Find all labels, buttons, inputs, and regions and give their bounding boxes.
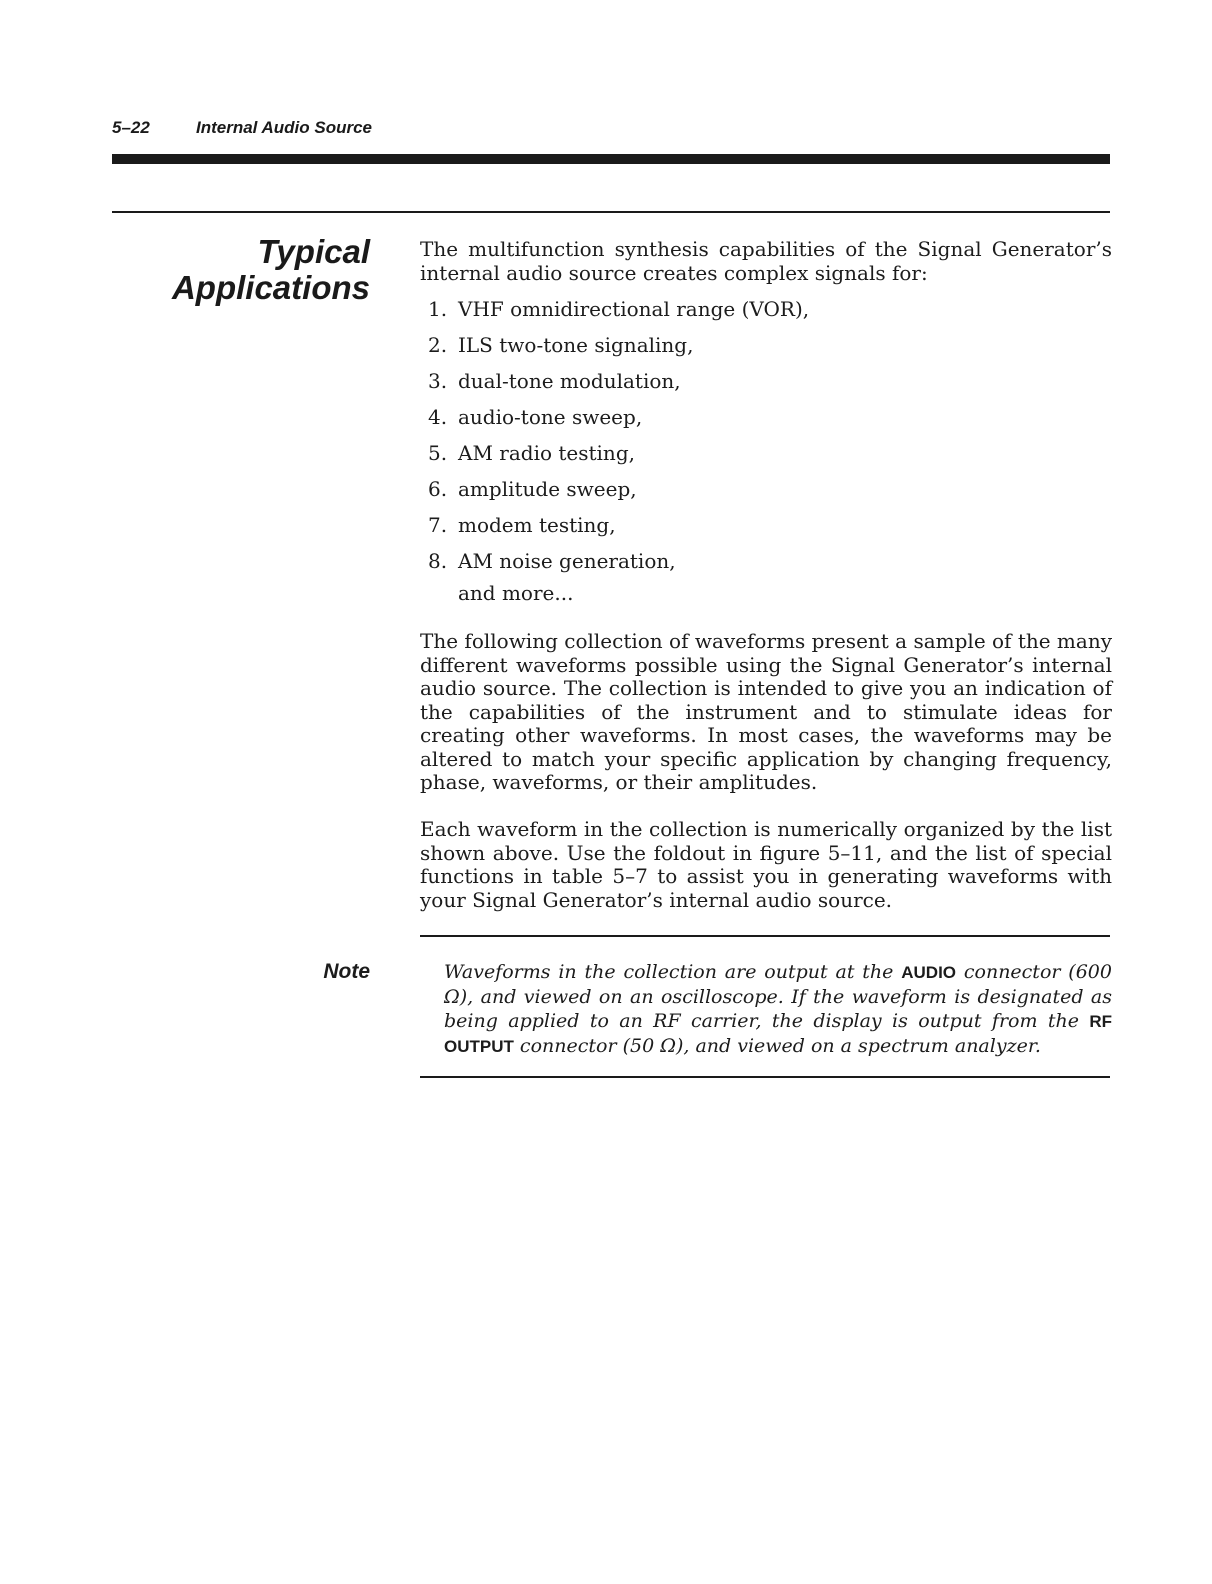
list-item bbox=[428, 296, 809, 332]
list-item-number: 4. bbox=[428, 405, 448, 429]
list-item bbox=[428, 476, 809, 512]
list-item-number: 6. bbox=[428, 477, 448, 501]
waveform-collection-paragraph: The following collection of waveforms present a sample of the many different waveforms possible using the Signal Generator’s internal audio source. The collection is intended to give you an indication of the capabilities of the instrument and to stimulate ideas for creating other waveforms. In most cases, the waveforms may be altered to match your specific application by changing frequency, phase, waveforms, or their amplitudes. bbox=[420, 629, 1112, 794]
list-item bbox=[428, 332, 809, 368]
list-item bbox=[428, 404, 809, 440]
list-item-number: 5. bbox=[428, 441, 448, 465]
list-item-text: dual-tone modulation, bbox=[458, 369, 681, 393]
list-item-number: 3. bbox=[428, 369, 448, 393]
list-item-text: AM noise generation, bbox=[458, 549, 676, 573]
note-rule-bottom bbox=[420, 1076, 1110, 1078]
list-item-number: 2. bbox=[428, 333, 448, 357]
note-label: Note bbox=[323, 960, 370, 983]
page-number: 5–22 bbox=[112, 118, 150, 137]
intro-paragraph: The multifunction synthesis capabilities of the Signal Generator’s internal audio source creates complex signals for: bbox=[420, 237, 1112, 285]
list-item-text: VHF omnidirectional range (VOR), bbox=[458, 297, 810, 321]
page-header bbox=[112, 118, 372, 138]
header-rule bbox=[112, 154, 1110, 164]
list-item-text: audio-tone sweep, bbox=[458, 405, 643, 429]
section-title-line1: Typical bbox=[257, 233, 370, 270]
section-title-line2: Applications bbox=[171, 269, 370, 306]
note-text-2: connector (600 Ω), and viewed on an oscilloscope. If the waveform is designated as being applied to an RF carrier, the display is output from the bbox=[444, 961, 1112, 1032]
note-body bbox=[444, 960, 1112, 1059]
list-item bbox=[428, 512, 809, 548]
organization-paragraph: Each waveform in the collection is numerically organized by the list shown above. Use the foldout in figure 5–11, and the list of special functions in table 5–7 to assist you in generating waveforms with your Signal Generator’s internal audio source. bbox=[420, 817, 1112, 912]
note-rule-top bbox=[420, 935, 1110, 937]
header-section-title: Internal Audio Source bbox=[196, 118, 373, 137]
list-item-text: amplitude sweep, bbox=[458, 477, 637, 501]
list-more: and more... bbox=[458, 581, 574, 605]
applications-list bbox=[428, 296, 809, 584]
list-item bbox=[428, 368, 809, 404]
list-item-text: ILS two-tone signaling, bbox=[458, 333, 694, 357]
section-title bbox=[112, 234, 370, 306]
note-rf-output-keyword: RF OUTPUT bbox=[444, 1012, 1112, 1056]
note-text-1: Waveforms in the collection are output at the bbox=[444, 961, 902, 983]
list-item bbox=[428, 548, 809, 584]
note-text-3: connector (50 Ω), and viewed on a spectrum analyzer. bbox=[513, 1035, 1041, 1057]
list-item-text: AM radio testing, bbox=[458, 441, 635, 465]
list-item-number: 7. bbox=[428, 513, 448, 537]
list-item bbox=[428, 440, 809, 476]
list-item-text: modem testing, bbox=[458, 513, 616, 537]
section-rule bbox=[112, 211, 1110, 213]
note-audio-keyword: AUDIO bbox=[901, 963, 957, 982]
list-item-number: 1. bbox=[428, 297, 448, 321]
list-item-number: 8. bbox=[428, 549, 448, 573]
